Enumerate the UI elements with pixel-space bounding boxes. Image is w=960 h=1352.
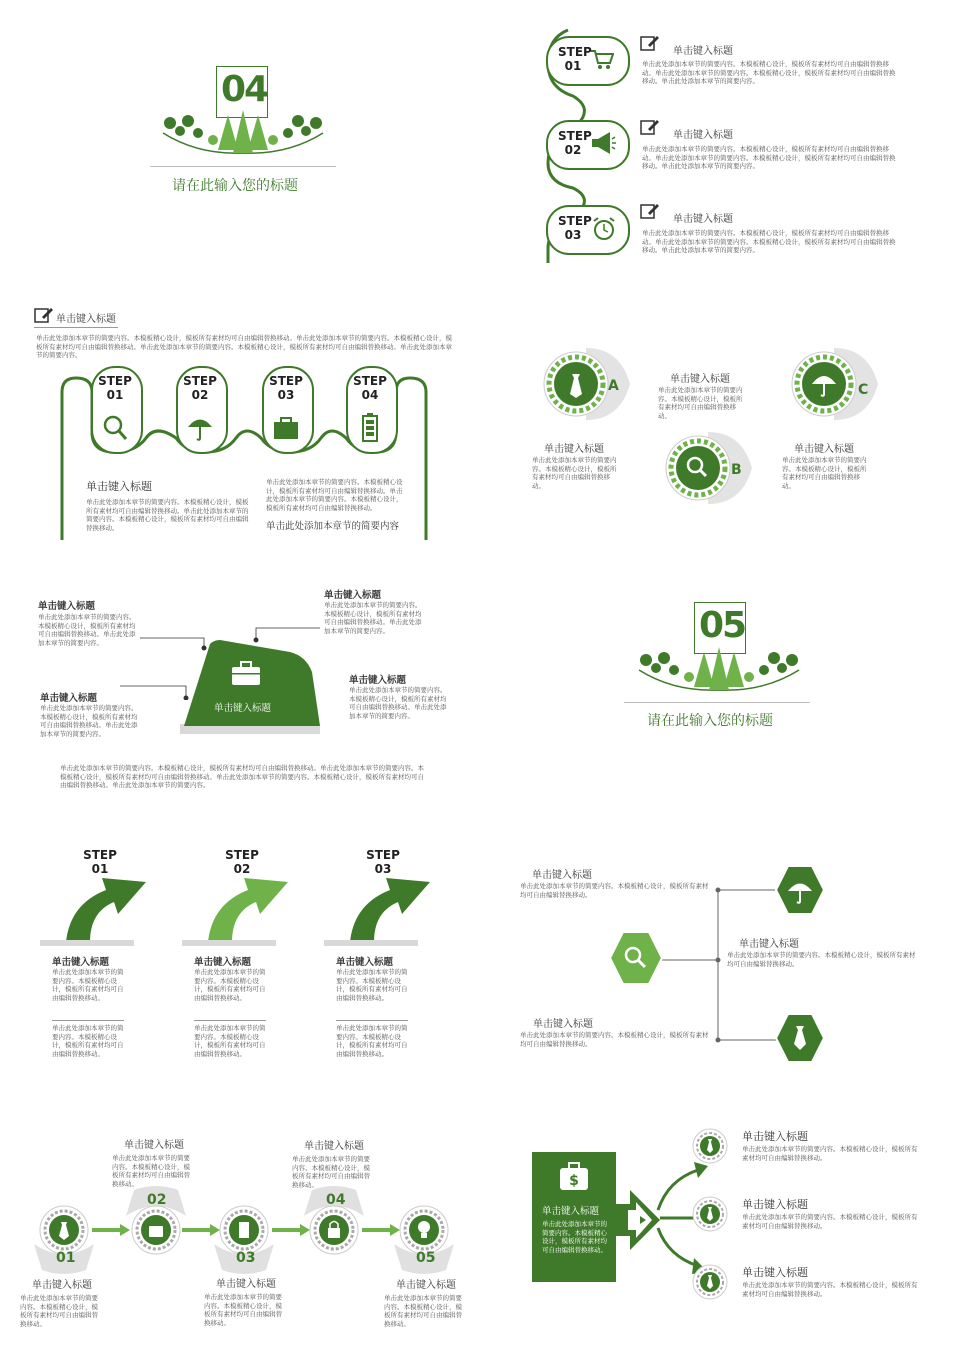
umbrella-icon: [186, 414, 214, 442]
divider: [194, 1020, 266, 1021]
arrow-body-1a: 单击此处添加本章节的简要内容。本模板精心设计，模板所有素材均可自由编辑替换移动。: [52, 968, 124, 1002]
item-title-1: 单击键入标题: [532, 870, 592, 881]
slide-section-04: [0, 0, 480, 270]
hexagon-tie: [774, 1012, 826, 1064]
slide-horizontal-steps: [0, 290, 480, 560]
leaf-wreath-icon: [158, 105, 328, 160]
item-title-3: 单击键入标题: [742, 1266, 808, 1279]
arrow-body-2b: 单击此处添加本章节的简要内容。本模板精心设计，模板所有素材均可自由编辑替换移动。: [194, 1024, 266, 1058]
divider: [150, 166, 336, 167]
box-body: 单击此处添加本章节的简要内容。本模板精心设计，模板所有素材均可自由编辑替换移动。: [542, 1220, 607, 1254]
item-title-1: 单击键入标题: [742, 1130, 808, 1143]
slide-box-three-arrows: [480, 1100, 960, 1352]
block-body-2: 单击此处添加本章节的简要内容。本模板精心设计，模板所有素材均可自由编辑替换移动。单击此处添加本章节的简要内容。: [40, 704, 138, 738]
megaphone-icon: [590, 130, 616, 156]
intro-body: 单击此处添加本章节的简要内容。本模板精心设计，模板所有素材均可自由编辑替换移动。单击此处添加本章节的简要内容。本模板精心设计，模板所有素材均可自由编辑替换移动。单击此处添加本章节的简要内容。本模板精心设计，模板所有素材均可自由编辑替换移动。单击此处添加本章节的简要内容。: [36, 334, 452, 359]
step-body-3: 单击此处添加本章节的简要内容。本模板精心设计，模板所有素材均可自由编辑替换移动。单击此处添加本章节的简要内容。本模板精心设计，模板所有素材均可自由编辑替换移动。单击此处添加本章节的简要内容。: [642, 229, 896, 254]
hexagon-umbrella: [774, 864, 826, 916]
block-title-4: 单击键入标题: [349, 675, 407, 686]
edit-icon: [640, 34, 660, 52]
bottom-title-2: 单击键入标题: [216, 1279, 276, 1290]
item-body-c: 单击此处添加本章节的简要内容。本模板精心设计，模板所有素材均可自由编辑替换移动。: [782, 456, 867, 490]
step-label-2: STEP 02: [183, 374, 217, 402]
slide-vertical-steps: [480, 0, 960, 270]
item-title-2: 单击键入标题: [739, 939, 799, 950]
step-label-3: STEP 03: [558, 214, 592, 242]
slide-hexagon-timeline: [480, 830, 960, 1070]
process-num-3: 03: [236, 1250, 256, 1266]
arrow-title-1: 单击键入标题: [52, 957, 110, 968]
step-label-2: STEP 02: [558, 129, 592, 157]
process-num-2: 02: [147, 1192, 167, 1208]
item-title-b: 单击键入标题: [670, 374, 730, 385]
arrow-step-label-3: STEP 03: [366, 848, 400, 876]
curved-arrow-3: [324, 868, 434, 948]
svg-text:$: $: [569, 1173, 579, 1189]
item-body-b: 单击此处添加本章节的简要内容。本模板精心设计，模板所有素材均可自由编辑替换移动。: [658, 386, 743, 420]
tie-badge-2: [692, 1196, 728, 1232]
item-title-3: 单击键入标题: [533, 1019, 593, 1030]
arrow-step-label-2: STEP 02: [225, 848, 259, 876]
cart-icon: [590, 48, 614, 70]
process-num-1: 01: [56, 1250, 76, 1266]
step-title-1: 单击键入标题: [673, 46, 733, 57]
hexagon-search: [608, 930, 664, 986]
arrow-body-3b: 单击此处添加本章节的简要内容。本模板精心设计，模板所有素材均可自由编辑替换移动。: [336, 1024, 408, 1058]
arrow-body-3a: 单击此处添加本章节的简要内容。本模板精心设计，模板所有素材均可自由编辑替换移动。: [336, 968, 408, 1002]
connector-lines: [120, 620, 330, 700]
leaf-wreath-icon: [634, 642, 804, 697]
dollar-bag-icon: [558, 1160, 590, 1192]
arrow-title-3: 单击键入标题: [336, 957, 394, 968]
badge-letter-a: A: [608, 378, 619, 394]
section-title: 请在此输入您的标题: [172, 178, 298, 194]
slide-title: 单击键入标题: [56, 314, 116, 325]
top-body-1: 单击此处添加本章节的简要内容。本模板精心设计，模板所有素材均可自由编辑替换移动。: [112, 1154, 190, 1188]
left-block-body: 单击此处添加本章节的简要内容。本模板精心设计，模板所有素材均可自由编辑替换移动。单击此处添加本章节的简要内容。本模板精心设计，模板所有素材均可自由编辑替换移动。: [86, 498, 249, 532]
right-block-title: 单击此处添加本章节的简要内容: [266, 521, 400, 532]
tie-badge-3: [692, 1264, 728, 1300]
section-number: 04: [221, 69, 268, 110]
section-number: 05: [699, 605, 746, 646]
divider: [336, 1020, 408, 1021]
item-body-2: 单击此处添加本章节的简要内容。本模板精心设计，模板所有素材均可自由编辑替换移动。: [742, 1213, 918, 1230]
top-title-1: 单击键入标题: [124, 1140, 184, 1151]
slide-five-step-process: [0, 1100, 480, 1352]
bottom-body-1: 单击此处添加本章节的简要内容。本模板精心设计，模板所有素材均可自由编辑替换移动。: [20, 1294, 98, 1328]
arrow-title-2: 单击键入标题: [194, 957, 252, 968]
slide-section-05: [480, 580, 960, 800]
slide-abc-gears: [480, 290, 960, 560]
divider: [52, 1020, 124, 1021]
box-title: 单击键入标题: [542, 1206, 600, 1217]
title-underline: [34, 327, 118, 328]
process-num-4: 04: [326, 1192, 346, 1208]
bottom-title-1: 单击键入标题: [32, 1280, 92, 1291]
left-block-title: 单击键入标题: [86, 480, 152, 493]
edit-icon: [640, 202, 660, 220]
block-body-1: 单击此处添加本章节的简要内容。本模板精心设计，模板所有素材均可自由编辑替换移动。单击此处添加本章节的简要内容。: [38, 613, 136, 647]
step-label-4: STEP 04: [353, 374, 387, 402]
gear-badge-b: [664, 428, 756, 508]
slide-step-arrows: [0, 830, 480, 1070]
item-body-2: 单击此处添加本章节的简要内容。本模板精心设计，模板所有素材均可自由编辑替换移动。: [727, 951, 916, 968]
battery-icon: [361, 412, 379, 442]
bottom-body-3: 单击此处添加本章节的简要内容。本模板精心设计，模板所有素材均可自由编辑替换移动。: [384, 1294, 462, 1328]
item-title-2: 单击键入标题: [742, 1198, 808, 1211]
block-body-4: 单击此处添加本章节的简要内容。本模板精心设计，模板所有素材均可自由编辑替换移动。单击此处添加本章节的简要内容。: [349, 686, 447, 720]
step-label-1: STEP 01: [98, 374, 132, 402]
bottom-body-2: 单击此处添加本章节的简要内容。本模板精心设计，模板所有素材均可自由编辑替换移动。: [204, 1293, 282, 1327]
step-title-2: 单击键入标题: [673, 130, 733, 141]
edit-icon: [34, 306, 54, 324]
badge-letter-c: C: [858, 382, 869, 398]
tie-badge-1: [692, 1128, 728, 1164]
alarm-clock-icon: [592, 216, 616, 242]
step-body-2: 单击此处添加本章节的简要内容。本模板精心设计，模板所有素材均可自由编辑替换移动。单击此处添加本章节的简要内容。本模板精心设计，模板所有素材均可自由编辑替换移动。单击此处添加本章节的简要内容。: [642, 145, 896, 170]
divider: [624, 702, 810, 703]
item-body-3: 单击此处添加本章节的简要内容。本模板精心设计，模板所有素材均可自由编辑替换移动。: [742, 1281, 918, 1298]
step-title-3: 单击键入标题: [673, 214, 733, 225]
item-body-1: 单击此处添加本章节的简要内容。本模板精心设计，模板所有素材均可自由编辑替换移动。: [520, 882, 709, 899]
top-title-2: 单击键入标题: [304, 1141, 364, 1152]
item-title-a: 单击键入标题: [544, 444, 604, 455]
block-title-3: 单击键入标题: [324, 590, 382, 601]
block-title-2: 单击键入标题: [40, 693, 98, 704]
callout-label: 单击键入标题: [214, 703, 272, 714]
item-body-1: 单击此处添加本章节的简要内容。本模板精心设计，模板所有素材均可自由编辑替换移动。: [742, 1145, 918, 1162]
top-body-2: 单击此处添加本章节的简要内容。本模板精心设计，模板所有素材均可自由编辑替换移动。: [292, 1155, 370, 1189]
arrow-step-label-1: STEP 01: [83, 848, 117, 876]
briefcase-icon: [273, 416, 299, 440]
item-body-a: 单击此处添加本章节的简要内容。本模板精心设计，模板所有素材均可自由编辑替换移动。: [532, 456, 617, 490]
slide-briefcase-callouts: [0, 580, 480, 800]
process-num-5: 05: [416, 1250, 436, 1266]
block-title-1: 单击键入标题: [38, 601, 96, 612]
arrow-body-1b: 单击此处添加本章节的简要内容。本模板精心设计，模板所有素材均可自由编辑替换移动。: [52, 1024, 124, 1058]
bottom-title-3: 单击键入标题: [396, 1280, 456, 1291]
gear-badge-a: [542, 344, 634, 424]
badge-letter-b: B: [731, 462, 742, 478]
step-label-1: STEP 01: [558, 45, 592, 73]
item-body-3: 单击此处添加本章节的简要内容。本模板精心设计，模板所有素材均可自由编辑替换移动。: [520, 1031, 709, 1048]
section-title: 请在此输入您的标题: [647, 713, 773, 729]
block-body-3: 单击此处添加本章节的简要内容。本模板精心设计，模板所有素材均可自由编辑替换移动。单击此处添加本章节的简要内容。: [324, 601, 422, 635]
right-block-body: 单击此处添加本章节的简要内容。本模板精心设计，模板所有素材均可自由编辑替换移动。单击此处添加本章节的简要内容。本模板精心设计，模板所有素材均可自由编辑替换移动。: [266, 478, 403, 512]
bottom-body: 单击此处添加本章节的简要内容。本模板精心设计，模板所有素材均可自由编辑替换移动。单击此处添加本章节的简要内容。本模板精心设计，模板所有素材均可自由编辑替换移动。单击此处添加本章节的简要内容。本模板精心设计，模板所有素材均可自由编辑替换移动。单击此处添加本章节的简要内容。: [60, 764, 424, 789]
arrow-body-2a: 单击此处添加本章节的简要内容。本模板精心设计，模板所有素材均可自由编辑替换移动。: [194, 968, 266, 1002]
item-title-c: 单击键入标题: [794, 444, 854, 455]
curved-arrow-1: [40, 868, 150, 948]
step-body-1: 单击此处添加本章节的简要内容。本模板精心设计，模板所有素材均可自由编辑替换移动。单击此处添加本章节的简要内容。本模板精心设计，模板所有素材均可自由编辑替换移动。单击此处添加本章节的简要内容。: [642, 60, 896, 85]
edit-icon: [640, 118, 660, 136]
search-icon: [102, 414, 128, 442]
curved-arrow-2: [182, 868, 292, 948]
step-label-3: STEP 03: [269, 374, 303, 402]
